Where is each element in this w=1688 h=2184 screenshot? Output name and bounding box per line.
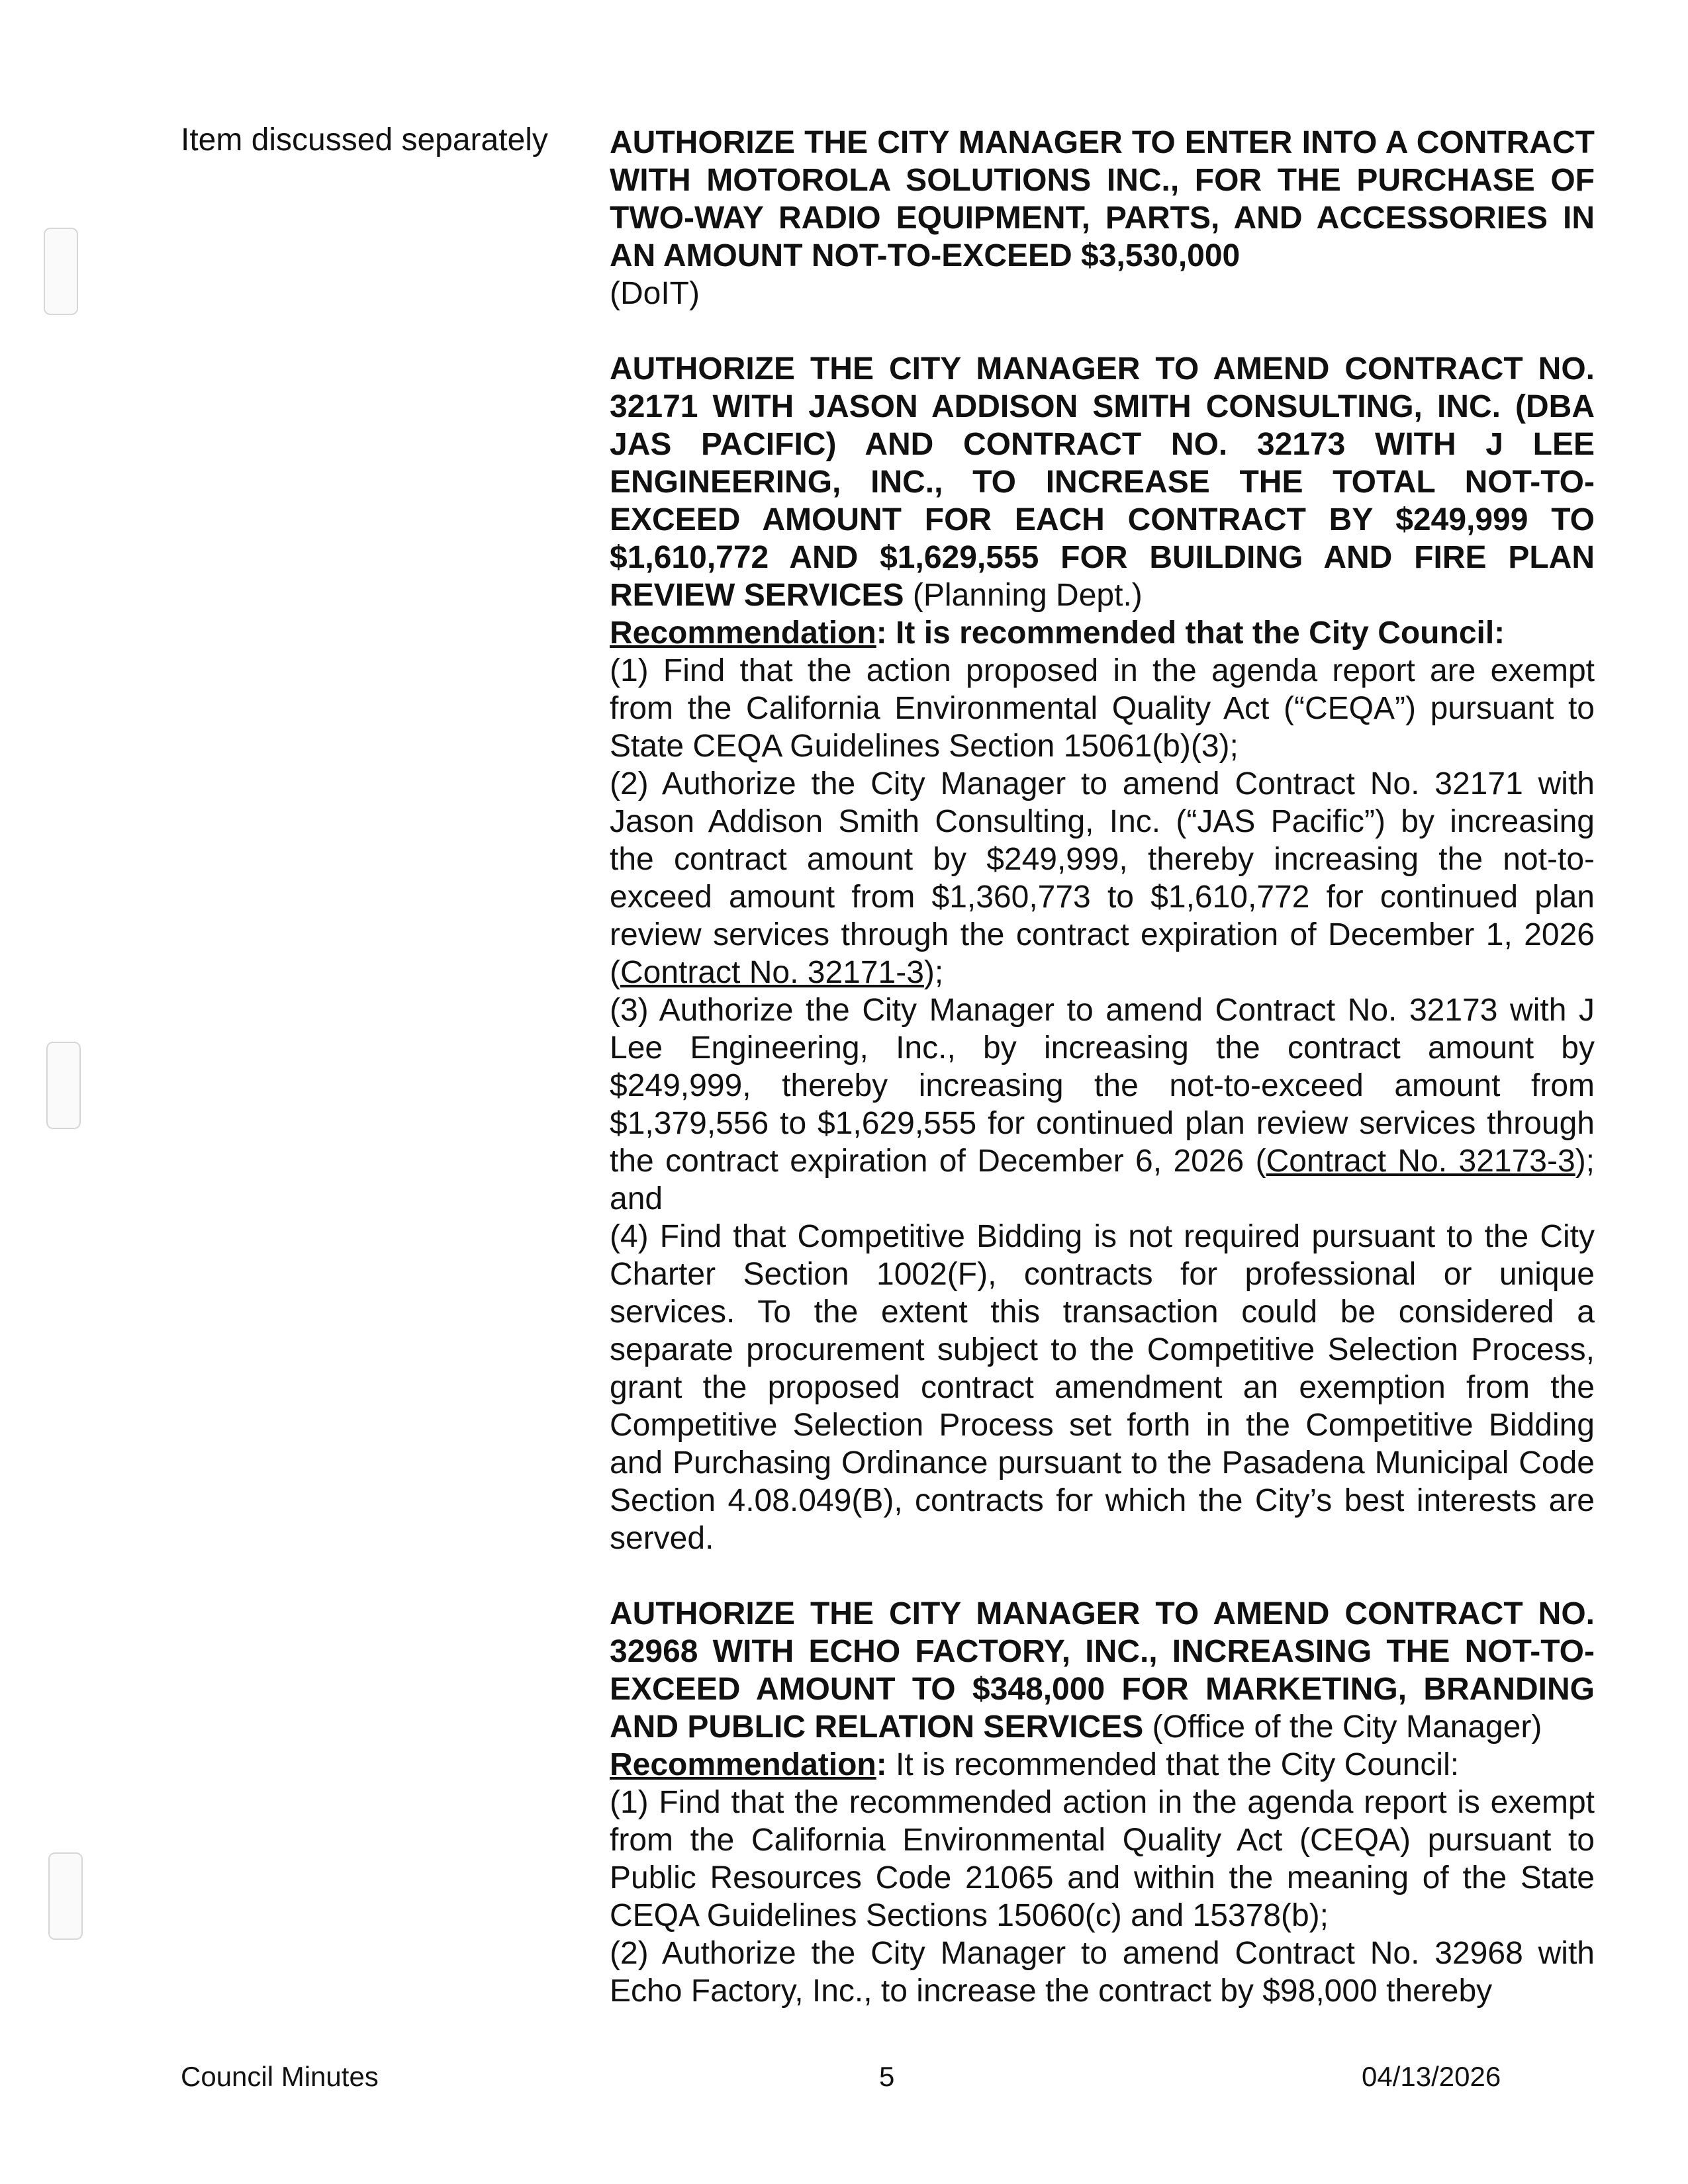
item-department: (Office of the City Manager) xyxy=(1152,1709,1542,1745)
recommendation-1: (1) Find that the action proposed in the agenda report are exempt from the California Environmental Quality Act (“CEQA”) pursuant to State CEQA Guidelines Section 15061(b)(3); xyxy=(610,653,1595,764)
item-department: (Planning Dept.) xyxy=(912,578,1143,613)
agenda-item-plan-review xyxy=(610,350,1595,1557)
recommendation-1: (1) Find that the recommended action in the agenda report is exempt from the California Environmental Quality Act (CEQA) pursuant to Public Resources Code 21065 and within the meaning of the State CEQA Guidelines Sections 15060(c) and 15378(b); xyxy=(610,1785,1595,1933)
recommendation-2: (2) Authorize the City Manager to amend Contract No. 32968 with Echo Factory, Inc., to increase the contract by $98,000 thereby xyxy=(610,1936,1595,2009)
contract-link[interactable]: Contract No. 32171-3 xyxy=(620,955,924,990)
recommendation-colon: : xyxy=(876,1747,887,1782)
side-note: Item discussed separately xyxy=(181,122,548,158)
punch-hole-middle xyxy=(46,1042,81,1129)
recommendation-end: ); and xyxy=(610,1144,1595,1216)
recommendation-line xyxy=(610,1746,1595,1784)
recommendation-end: ); xyxy=(923,955,944,990)
recommendation-intro: It is recommended that the City Council: xyxy=(886,1747,1460,1782)
item-paragraph xyxy=(610,124,1595,312)
footer-date: 04/13/2026 xyxy=(1362,2061,1501,2092)
recommendation-3 xyxy=(610,991,1595,1218)
item-paragraph xyxy=(610,1595,1595,1746)
recommendation-text: (3) Authorize the City Manager to amend Contract No. 32173 with J Lee Engineering, Inc., by increasing the contract amount by $249,999, thereby increasing the not-to-exceed amount from $1,379,556 to $1,629,555 for continued plan review services through the contract expiration of December 6, 2026 ( xyxy=(610,993,1595,1179)
contract-link[interactable]: Contract No. 32173-3 xyxy=(1266,1144,1575,1179)
punch-hole-top xyxy=(44,228,78,315)
recommendation-line xyxy=(610,614,1595,652)
recommendation-text: (2) Authorize the City Manager to amend Contract No. 32171 with Jason Addison Smith Consulting, Inc. (“JAS Pacific”) by increasing the contract amount by $249,999, thereby increasing the not-to-exceed amount from $1,360,773 to $1,610,772 for continued plan review services through the contract expiration of December 1, 2026 ( xyxy=(610,766,1595,990)
footer-page-number: 5 xyxy=(879,2061,895,2092)
item-heading: AUTHORIZE THE CITY MANAGER TO AMEND CONTRACT NO. 32968 WITH ECHO FACTORY, INC., INCREASING THE NOT-TO-EXCEED AMOUNT TO $348,000 FOR MARKETING, BRANDING AND PUBLIC RELATION SERVICES xyxy=(610,1596,1595,1745)
recommendation-label: Recommendation xyxy=(610,615,876,651)
recommendation-4: (4) Find that Competitive Bidding is not required pursuant to the City Charter Section 1002(F), contracts for professional or unique services. To the extent this transaction could be considered a separate procurement subject to the Competitive Selection Process, grant the proposed contract amendment an exemption from the Competitive Selection Process set forth in the Competitive Bidding and Purchasing Ordinance pursuant to the Pasadena Municipal Code Section 4.08.049(B), contracts for which the City’s best interests are served. xyxy=(610,1219,1595,1556)
footer-document-name: Council Minutes xyxy=(181,2061,379,2092)
item-heading: AUTHORIZE THE CITY MANAGER TO AMEND CONTRACT NO. 32171 WITH JASON ADDISON SMITH CONSULTING, INC. (DBA JAS PACIFIC) AND CONTRACT NO. 32173 WITH J LEE ENGINEERING, INC., TO INCREASE THE TOTAL NOT-TO-EXCEED AMOUNT FOR EACH CONTRACT BY $249,999 TO $1,610,772 AND $1,629,555 FOR BUILDING AND FIRE PLAN REVIEW SERVICES xyxy=(610,351,1595,613)
recommendation-2 xyxy=(610,765,1595,991)
agenda-item-echo-factory xyxy=(610,1595,1595,2010)
punch-hole-bottom xyxy=(48,1852,83,1940)
item-department: (DoIT) xyxy=(610,276,700,311)
recommendation-intro: : It is recommended that the City Council: xyxy=(876,615,1505,651)
recommendation-label: Recommendation xyxy=(610,1747,876,1782)
agenda-item-motorola xyxy=(610,124,1595,312)
item-paragraph xyxy=(610,350,1595,614)
item-heading: AUTHORIZE THE CITY MANAGER TO ENTER INTO A CONTRACT WITH MOTOROLA SOLUTIONS INC., FOR THE PURCHASE OF TWO-WAY RADIO EQUIPMENT, PARTS, AND ACCESSORIES IN AN AMOUNT NOT-TO-EXCEED $3,530,000 xyxy=(610,125,1595,273)
minutes-body xyxy=(610,124,1595,2010)
